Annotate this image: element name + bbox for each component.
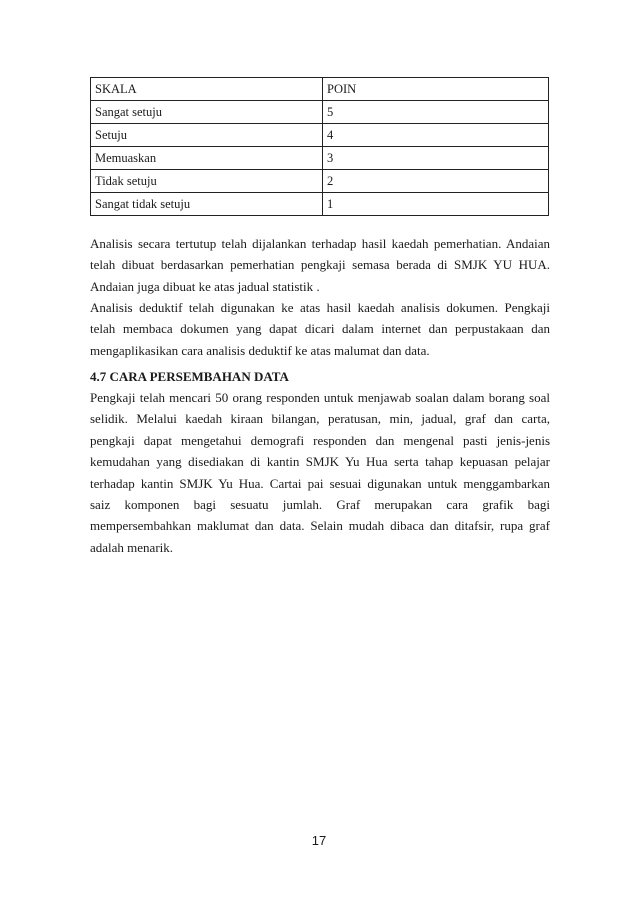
text-line: Analisis deduktif telah digunakan ke atas hasil kaedah analisis dokumen. Pengkaji <box>90 300 550 315</box>
table-row <box>91 147 549 170</box>
table-row <box>91 101 549 124</box>
text-line: Andaian juga dibuat ke atas jadual statistik . <box>90 278 320 294</box>
table-cell: Memuaskan <box>91 147 323 170</box>
text-line: mempersembahkan maklumat dan data. Selain mudah dibaca dan ditafsir, rupa graf <box>90 518 550 534</box>
table-cell: 4 <box>323 124 549 147</box>
paragraph-analisis-tertutup <box>90 233 550 297</box>
text-line: mengaplikasikan cara analisis deduktif ke atas malumat dan data. <box>90 342 430 358</box>
table-cell: 3 <box>323 147 549 170</box>
table-cell: Sangat tidak setuju <box>91 193 323 216</box>
table-header-cell: POIN <box>323 78 549 101</box>
text-line: Analisis secara tertutup telah dijalankan terhadap hasil kaedah pemerhatian. Andaian <box>90 236 550 251</box>
text-line: selidik. Melalui kaedah kiraan bilangan, peratusan, min, jadual, graf dan carta, <box>90 411 550 427</box>
table-cell: Sangat setuju <box>91 101 323 124</box>
table-cell: 1 <box>323 193 549 216</box>
paragraph-cara-persembahan <box>90 387 550 558</box>
text-line: telah membaca dokumen yang dapat dicari dalam internet dan perpustakaan dan <box>90 321 550 337</box>
scale-table <box>90 77 549 216</box>
text-line: telah dibuat berdasarkan pemerhatian pengkaji semasa berada di SMJK YU HUA. <box>90 257 550 273</box>
table-header-cell: SKALA <box>91 78 323 101</box>
table-row <box>91 193 549 216</box>
table-cell: 2 <box>323 170 549 193</box>
table-row <box>91 170 549 193</box>
text-line: kemudahan yang disediakan di kantin SMJK Yu Hua serta tahap kepuasan pelajar <box>90 454 550 470</box>
section-heading: 4.7 CARA PERSEMBAHAN DATA <box>90 369 289 384</box>
table-cell: 5 <box>323 101 549 124</box>
page-number: 17 <box>311 833 327 848</box>
table-row <box>91 124 549 147</box>
text-line: adalah menarik. <box>90 539 174 555</box>
text-line: terhadap kantin SMJK Yu Hua. Cartai pai sesuai digunakan untuk menggambarkan <box>90 475 550 491</box>
text-line: Pengkaji telah mencari 50 orang responden untuk menjawab soalan dalam borang soal <box>90 390 550 405</box>
table-header-row <box>91 78 549 101</box>
text-line: pengkaji dapat mengetahui demografi responden dan mengenal pasti jenis-jenis <box>90 432 550 448</box>
table-cell: Setuju <box>91 124 323 147</box>
paragraph-analisis-deduktif <box>90 297 550 361</box>
table-cell: Tidak setuju <box>91 170 323 193</box>
text-line: saiz komponen bagi sesuatu jumlah. Graf merupakan cara grafik bagi <box>90 497 550 513</box>
